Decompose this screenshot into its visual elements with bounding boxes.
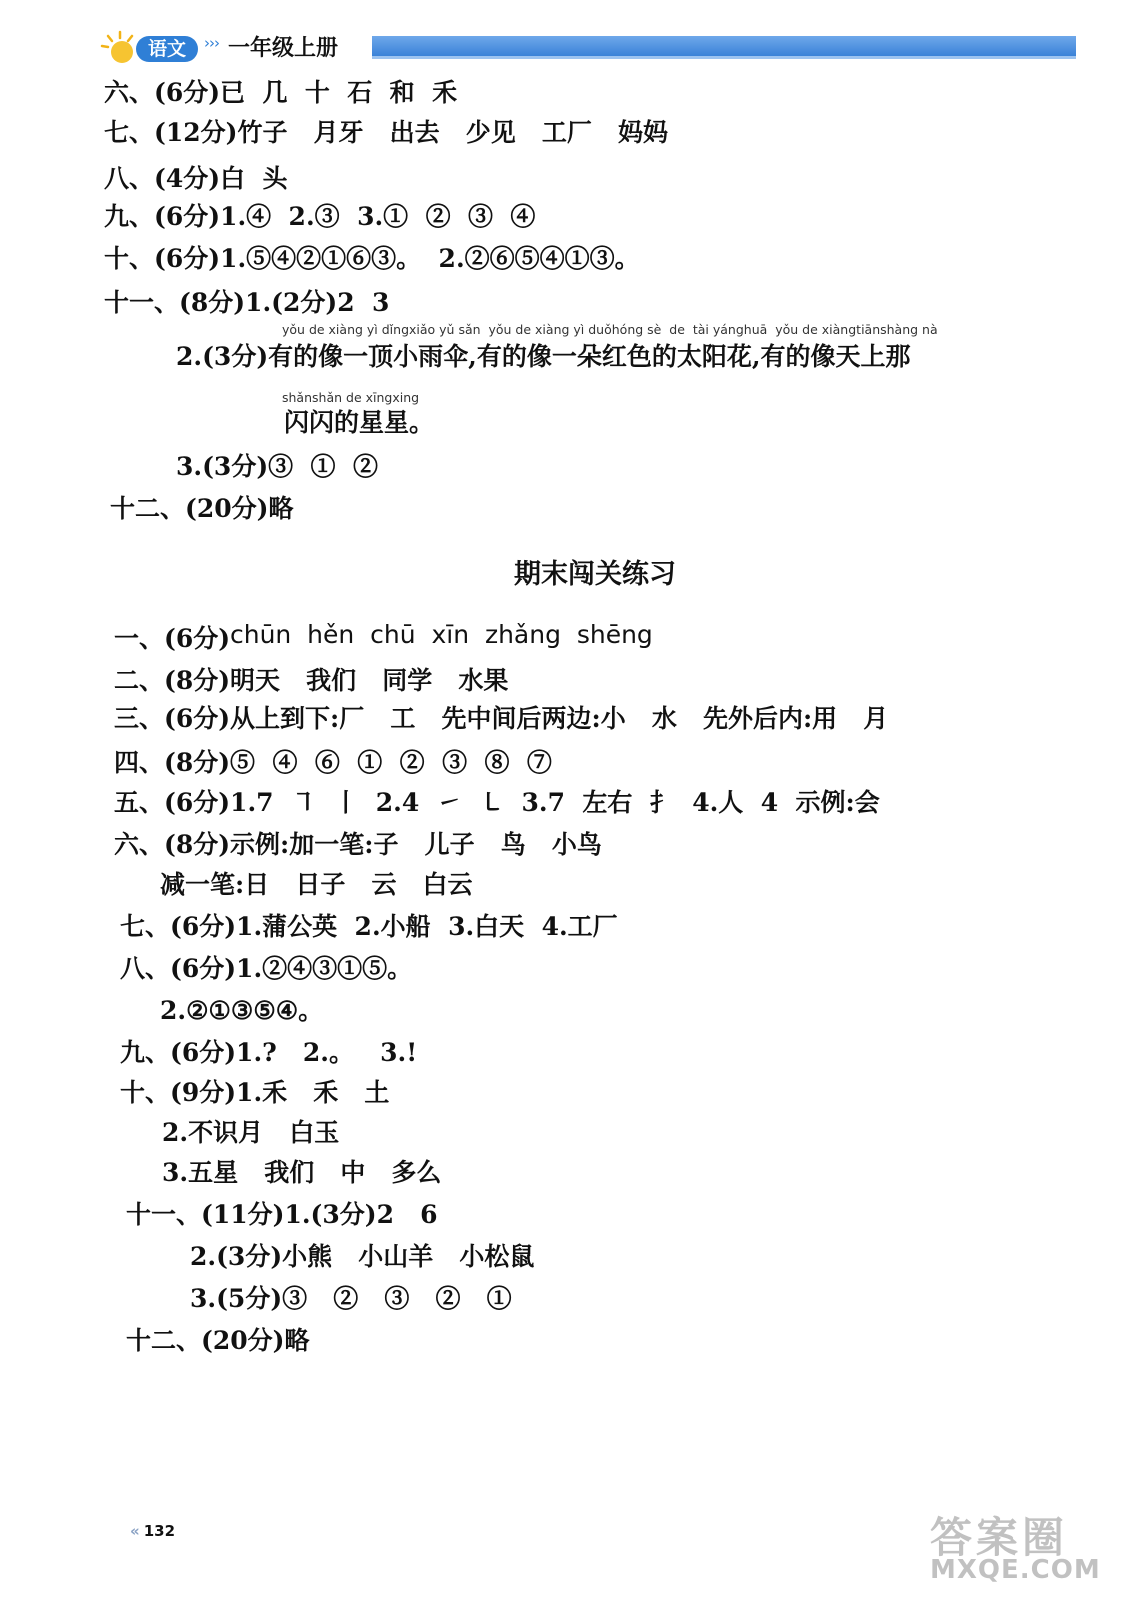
answer-line: 六、(6分)已 几 十 石 和 禾	[104, 78, 458, 107]
answer-line: 2.(3分)小熊 小山羊 小松鼠	[190, 1242, 535, 1271]
answer-line: 十二、(20分)略	[126, 1326, 310, 1355]
page-number-value: 132	[143, 1522, 176, 1540]
answer-line: 三、(6分)从上到下:厂 工 先中间后两边:小 水 先外后内:用 月	[114, 704, 889, 733]
answer-line: 六、(8分)示例:加一笔:子 儿子 鸟 小鸟	[114, 830, 602, 859]
answer-line: 八、(6分)1.②④③①⑤。	[120, 954, 413, 983]
answer-line: 2.②①③⑤④。	[160, 996, 324, 1025]
watermark-text: 答案圈	[930, 1513, 1069, 1562]
pinyin-annotation: yǒu de xiàng yì dǐngxiǎo yǔ sǎn yǒu de xiàng yì duǒhóng sè de tài yánghuā yǒu de xiàngtiānshàng nà	[282, 322, 938, 337]
answer-line: 七、(6分)1.蒲公英 2.小船 3.白天 4.工厂	[120, 912, 618, 941]
answer-line: 十、(6分)1.⑤④②①⑥③。 2.②⑥⑤④①③。	[104, 244, 640, 273]
answer-line: 五、(6分)1.7 ㇕ 丨 2.4 ㇀ ㇄ 3.7 左右 扌 4.人 4 示例:会	[114, 788, 880, 817]
answer-line: 十一、(8分)1.(2分)2 3	[104, 288, 390, 317]
answer-line: 一、(6分)	[114, 624, 231, 653]
section-title: 期末闯关练习	[514, 559, 676, 590]
page-number	[130, 1522, 175, 1540]
answer-line: 3.(3分)③ ① ②	[176, 452, 378, 481]
pinyin-annotation: shǎnshǎn de xīngxing	[282, 390, 420, 405]
answer-line: 2.不识月 白玉	[162, 1118, 340, 1147]
answer-line: 八、(4分)白 头	[104, 164, 288, 193]
subject-badge: 语文	[136, 36, 198, 62]
answer-line: 减一笔:日 日子 云 白云	[160, 870, 473, 899]
pinyin-answer: chūn hěn chū xīn zhǎng shēng	[230, 620, 653, 649]
answer-line: 十二、(20分)略	[110, 494, 294, 523]
answer-line: 四、(8分)⑤ ④ ⑥ ① ② ③ ⑧ ⑦	[114, 748, 552, 777]
answer-line: 十、(9分)1.禾 禾 土	[120, 1078, 390, 1107]
answer-line: 二、(8分)明天 我们 同学 水果	[114, 666, 509, 695]
answer-line: 七、(12分)竹子 月牙 出去 少见 工厂 妈妈	[104, 118, 669, 147]
watermark	[930, 1505, 1110, 1595]
answer-line: 2.(3分)有的像一顶小雨伞,有的像一朵红色的太阳花,有的像天上那	[176, 342, 911, 371]
watermark-url: MXQE.COM	[930, 1555, 1101, 1585]
answer-line: 闪闪的星星。	[284, 408, 435, 437]
answer-line: 十一、(11分)1.(3分)2 6	[126, 1200, 438, 1229]
answer-line: 3.五星 我们 中 多么	[162, 1158, 442, 1187]
answer-line: 九、(6分)1.? 2.。 3.!	[120, 1038, 418, 1067]
chevrons-icon: ›››	[204, 34, 219, 52]
answer-line: 3.(5分)③ ② ③ ② ①	[190, 1284, 512, 1313]
back-arrow-icon: «	[130, 1522, 140, 1540]
answer-line: 九、(6分)1.④ 2.③ 3.① ② ③ ④	[104, 202, 536, 231]
grade-title: 一年级上册	[228, 36, 339, 61]
